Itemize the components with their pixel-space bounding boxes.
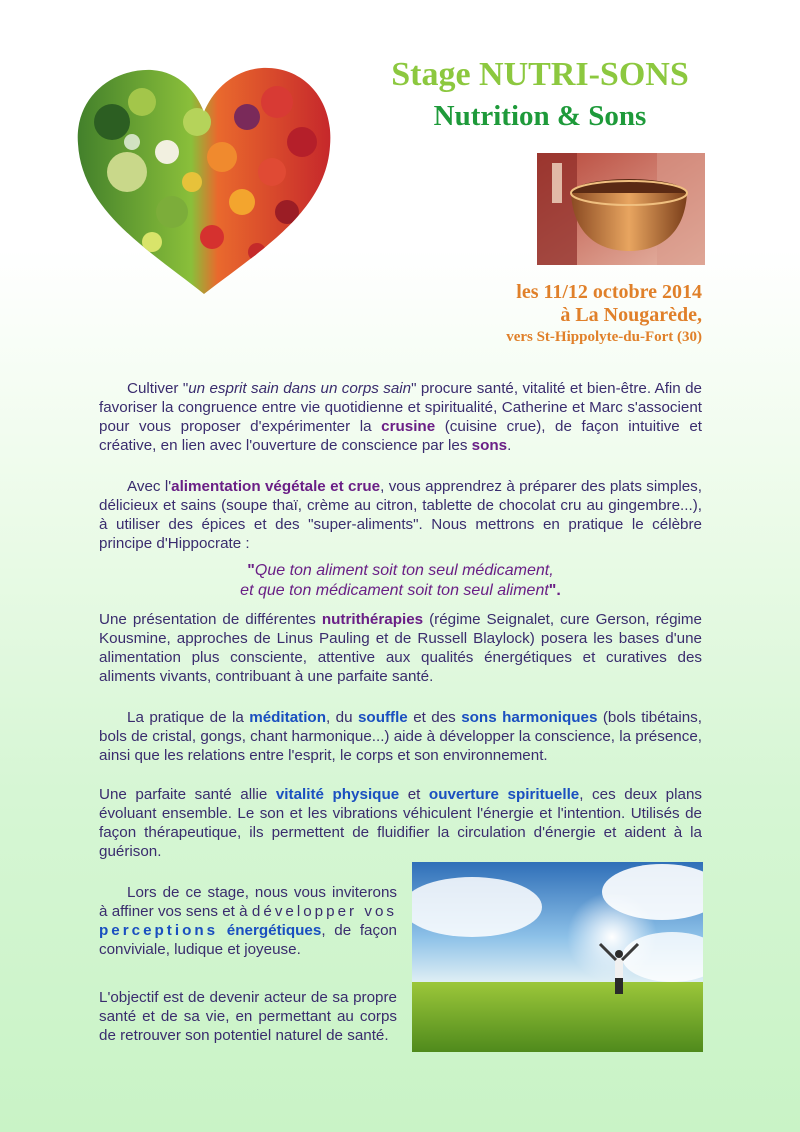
nutrition-paragraph: Une présentation de différentes nutrithérapies (régime Seignalet, cure Gerson, régime Kousmine, approches de Linus Pauling et de Russell Blaylock) posera les bases d'une alimentation plus consciente, attentive aux qualités énergétiques et curatives des aliments vivants, contribuant à une parfaite santé. (99, 611, 702, 685)
food-paragraph: Avec l'alimentation végétale et crue, vous apprendrez à préparer des plats simples, délicieux et sains (soupe thaï, crème au citron, tablette de chocolat cru au gingembre...), à utiliser des épices et des "super-aliments". Nous mettrons en pratique le célèbre principe d'Hippocrate : (99, 478, 702, 552)
objective-paragraph: L'objectif est de devenir acteur de sa propre santé et de sa vie, en permettant au corps de retrouver son potentiel naturel de santé. (99, 989, 397, 1044)
meditation-paragraph: La pratique de la méditation, du souffle et des sons harmoniques (bols tibétains, bols de cristal, gongs, chant harmonique...) aide à développer la conscience, la présence, ainsi que les relations entre l'esprit, le corps et son environnement. (99, 709, 702, 764)
page-subtitle: Nutrition & Sons (433, 100, 647, 132)
singing-bowl-image (537, 153, 705, 265)
hippocrates-quote: "Que ton aliment soit ton seul médicament, et que ton médicament soit ton seul aliment". (240, 562, 561, 599)
event-dates: les 11/12 octobre 2014 (516, 281, 702, 303)
vitality-paragraph: Une parfaite santé allie vitalité physique et ouverture spirituelle, ces deux plans évoluant ensemble. Le son et les vibrations véhiculent l'énergie et l'intention. Utilisés de façon thérapeutique, ils permettent de fluidifier la circulation d'énergie et aident à la guérison. (99, 786, 702, 860)
page-title: Stage NUTRI-SONS (391, 56, 689, 93)
field-sky-image (412, 862, 703, 1052)
heart-image (72, 62, 337, 302)
event-place: à La Nougarède, (560, 304, 702, 326)
stage-paragraph: Lors de ce stage, nous vous inviterons à affiner vos sens et à développer vos perceptions énergétiques, de façon conviviale, ludique et joyeuse. (99, 884, 397, 958)
event-location: vers St-Hippolyte-du-Fort (30) (506, 329, 702, 345)
intro-paragraph: Cultiver "un esprit sain dans un corps sain" procure santé, vitalité et bien-être. Afin de favoriser la congruence entre vie quotidienne et spiritualité, Catherine et Marc s'associent pour vous proposer d'expérimenter la crusine (cuisine crue), de façon intuitive et créative, en lien avec l'ouverture de conscience par les sons. (99, 380, 702, 454)
